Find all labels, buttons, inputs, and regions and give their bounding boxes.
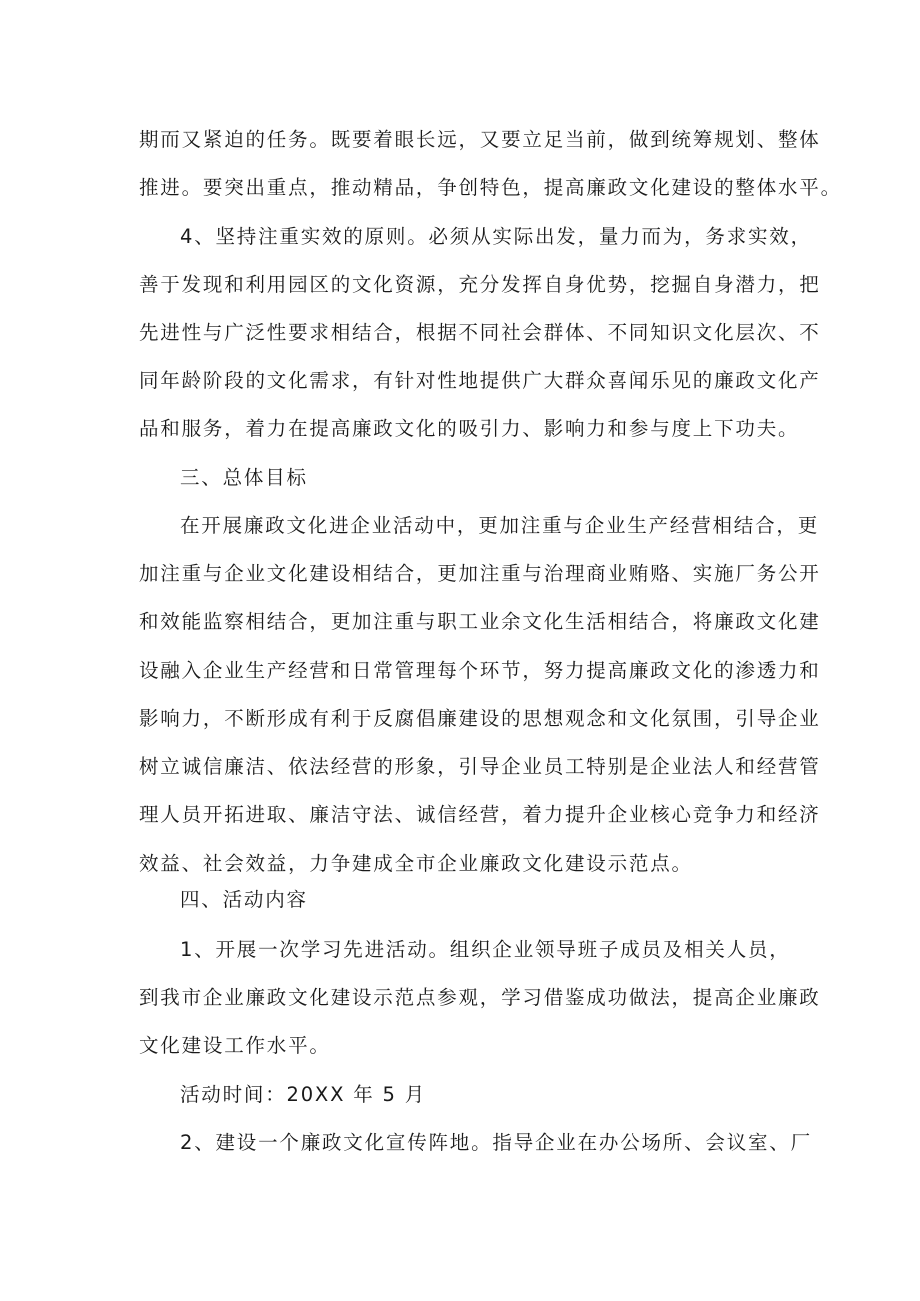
text-line-20: 文化建设工作水平。	[139, 1034, 331, 1057]
activity-2-start: 2、建设一个廉政文化宣传阵地。指导企业在办公场所、会议室、厂	[180, 1131, 812, 1154]
activity-time: 活动时间：20XX 年 5 月	[180, 1083, 427, 1106]
text-line-1: 期而又紧迫的任务。既要着眼长远，又要立足当前，做到统筹规划、整体	[139, 128, 821, 151]
text-line-4: 善于发现和利用园区的文化资源，充分发挥自身优势，挖掘自身潜力，把	[139, 273, 821, 296]
text-line-7: 品和服务，着力在提高廉政文化的吸引力、影响力和参与度上下功夫。	[139, 417, 800, 440]
text-line-14: 树立诚信廉洁、依法经营的形象，引导企业员工特别是企业法人和经营管	[139, 755, 821, 778]
text-line-10: 加注重与企业文化建设相结合，更加注重与治理商业贿赂、实施厂务公开	[139, 562, 821, 585]
activity-1-start: 1、开展一次学习先进活动。组织企业领导班子成员及相关人员，	[180, 938, 791, 961]
paragraph-goals-start: 在开展廉政文化进企业活动中，更加注重与企业生产经营相结合，更	[180, 514, 820, 537]
text-line-6: 同年龄阶段的文化需求，有针对性地提供广大群众喜闻乐见的廉政文化产	[139, 369, 821, 392]
section-heading-overall-goals: 三、总体目标	[180, 466, 308, 489]
text-line-2: 推进。要突出重点，推动精品，争创特色，提高廉政文化建设的整体水平。	[139, 176, 842, 199]
text-line-19: 到我市企业廉政文化建设示范点参观，学习借鉴成功做法，提高企业廉政	[139, 986, 821, 1009]
text-line-15: 理人员开拓进取、廉洁守法、诚信经营，着力提升企业核心竞争力和经济	[139, 803, 821, 826]
section-heading-activities: 四、活动内容	[180, 888, 308, 911]
paragraph-4-start: 4、坚持注重实效的原则。必须从实际出发，量力而为，务求实效，	[180, 225, 812, 248]
text-line-16: 效益、社会效益，力争建成全市企业廉政文化建设示范点。	[139, 852, 693, 875]
text-line-13: 影响力，不断形成有利于反腐倡廉建设的思想观念和文化氛围，引导企业	[139, 707, 821, 730]
text-line-5: 先进性与广泛性要求相结合，根据不同社会群体、不同知识文化层次、不	[139, 321, 821, 344]
text-line-11: 和效能监察相结合，更加注重与职工业余文化生活相结合，将廉政文化建	[139, 610, 821, 633]
text-line-12: 设融入企业生产经营和日常管理每个环节，努力提高廉政文化的渗透力和	[139, 659, 821, 682]
